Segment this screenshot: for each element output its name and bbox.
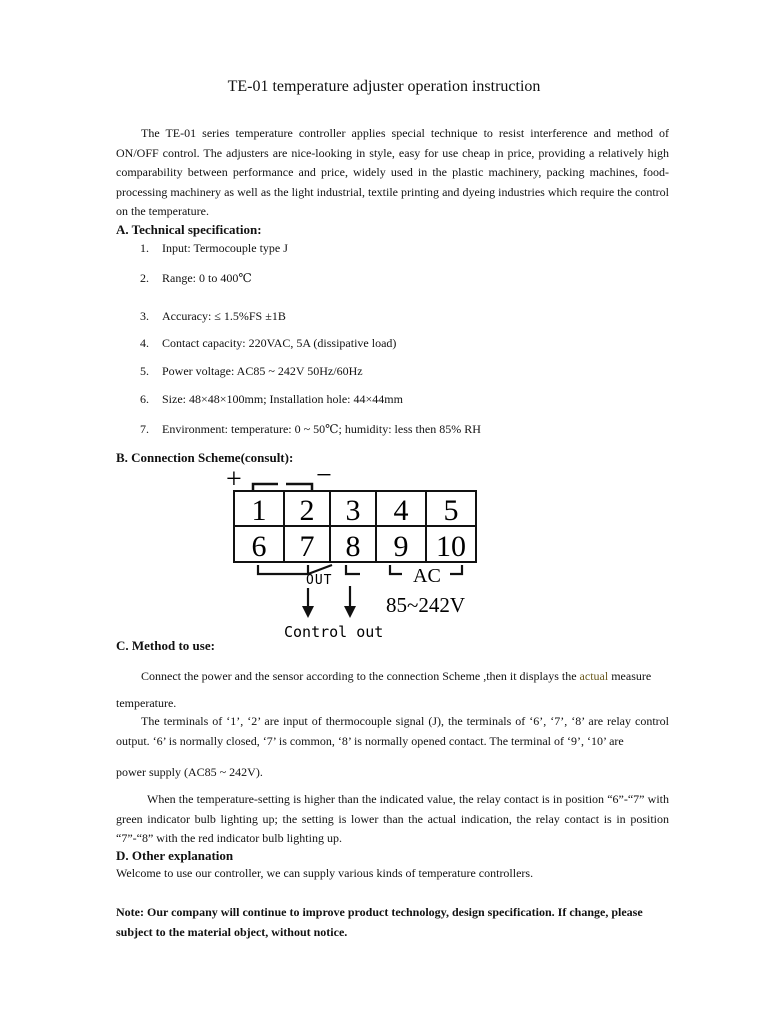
spec-number: 6. — [140, 392, 149, 406]
spec-item — [140, 364, 363, 379]
spec-number: 5. — [140, 364, 149, 378]
section-c-heading: C. Method to use: — [116, 638, 215, 653]
terminal-1: 1 — [251, 494, 267, 527]
terminal-7: 7 — [299, 530, 315, 563]
spec-number: 1. — [140, 241, 149, 255]
spec-item — [140, 241, 288, 256]
control-arrow-icon — [302, 606, 314, 618]
spec-text: Accuracy: ≤ 1.5%FS ±1B — [162, 309, 286, 323]
section-a-heading: A. Technical specification: — [116, 222, 262, 237]
spec-number: 4. — [140, 336, 149, 350]
control-arrow-icon — [344, 606, 356, 618]
note-paragraph: Note: Our company will continue to improve product technology, design specification. If change, please subject to the material object, without notice. — [116, 905, 643, 939]
spec-text: Range: 0 to 400℃ — [162, 271, 252, 285]
terminal-2: 2 — [299, 494, 315, 527]
spec-item — [140, 336, 396, 351]
spec-item — [140, 392, 403, 407]
other-explanation-text: Welcome to use our controller, we can supply various kinds of temperature controllers. — [116, 866, 534, 880]
terminal-3: 3 — [345, 494, 361, 527]
voltage-label: 85~242V — [386, 593, 466, 617]
terminal-9: 9 — [393, 530, 409, 563]
method-paragraph-1 — [141, 667, 669, 687]
connection-scheme-diagram — [220, 462, 490, 642]
control-out-label: Control out — [284, 623, 384, 641]
method-paragraph-1-continued: temperature. — [116, 696, 177, 710]
terminal-4: 4 — [393, 494, 409, 527]
spec-item — [140, 422, 481, 437]
terminal-8: 8 — [345, 530, 361, 563]
spec-item — [140, 271, 252, 286]
ac-label: AC — [413, 565, 441, 587]
method-paragraph-2: The terminals of ‘1’, ‘2’ are input of thermocouple signal (J), the terminals of ‘6’, ‘7’, ‘8’ are relay control output. ‘6’ is normally closed, ‘7’ is common, ‘8’ is normally opened contact. The terminal of ‘9’, ‘10’ are — [116, 714, 669, 748]
intro-paragraph: The TE-01 series temperature controller applies special technique to resist interference and method of ON/OFF control. The adjusters are nice-looking in style, easy for use cheap in price, providing a relatively high comparability between performance and price, widely used in the plastic machinery, packing machines, food-processing machinery as well as the light industrial, textile printing and dyeing industries which require the control on the temperature. — [116, 126, 669, 218]
method-text: measure — [608, 669, 652, 683]
spec-text: Input: Termocouple type J — [162, 241, 288, 255]
document-title: TE-01 temperature adjuster operation instruction — [227, 78, 541, 95]
section-b-heading: B. Connection Scheme(consult): — [116, 450, 294, 465]
spec-text: Environment: temperature: 0 ~ 50℃; humidity: less then 85% RH — [162, 422, 481, 436]
method-accent-text: actual — [579, 669, 609, 683]
spec-number: 2. — [140, 271, 149, 285]
spec-number: 7. — [140, 422, 149, 436]
terminal-6: 6 — [251, 530, 267, 563]
plus-sign: + — [226, 464, 242, 495]
relay-wire — [346, 565, 360, 574]
terminal-5: 5 — [443, 494, 459, 527]
method-paragraph-3: When the temperature-setting is higher than the indicated value, the relay contact is in position “6”-“7” with green indicator bulb lighting up; the setting is lower than the actual indication, the relay contact is in position “7”-“8” with the red indicator bulb lighting up. — [116, 792, 669, 845]
terminal-10: 10 — [436, 530, 466, 563]
method-text: Connect the power and the sensor according to the connection Scheme ,then it displays the — [141, 669, 580, 683]
spec-text: Contact capacity: 220VAC, 5A (dissipative load) — [162, 336, 397, 350]
minus-sign: − — [316, 462, 332, 491]
out-label: OUT — [306, 573, 333, 588]
method-paragraph-2-continued: power supply (AC85 ~ 242V). — [116, 765, 263, 779]
spec-text: Size: 48×48×100mm; Installation hole: 44×44mm — [162, 392, 403, 406]
spec-item — [140, 309, 286, 324]
spec-number: 3. — [140, 309, 149, 323]
spec-text: Power voltage: AC85 ~ 242V 50Hz/60Hz — [162, 364, 363, 378]
section-d-heading: D. Other explanation — [116, 848, 234, 863]
input-wire — [253, 484, 312, 490]
